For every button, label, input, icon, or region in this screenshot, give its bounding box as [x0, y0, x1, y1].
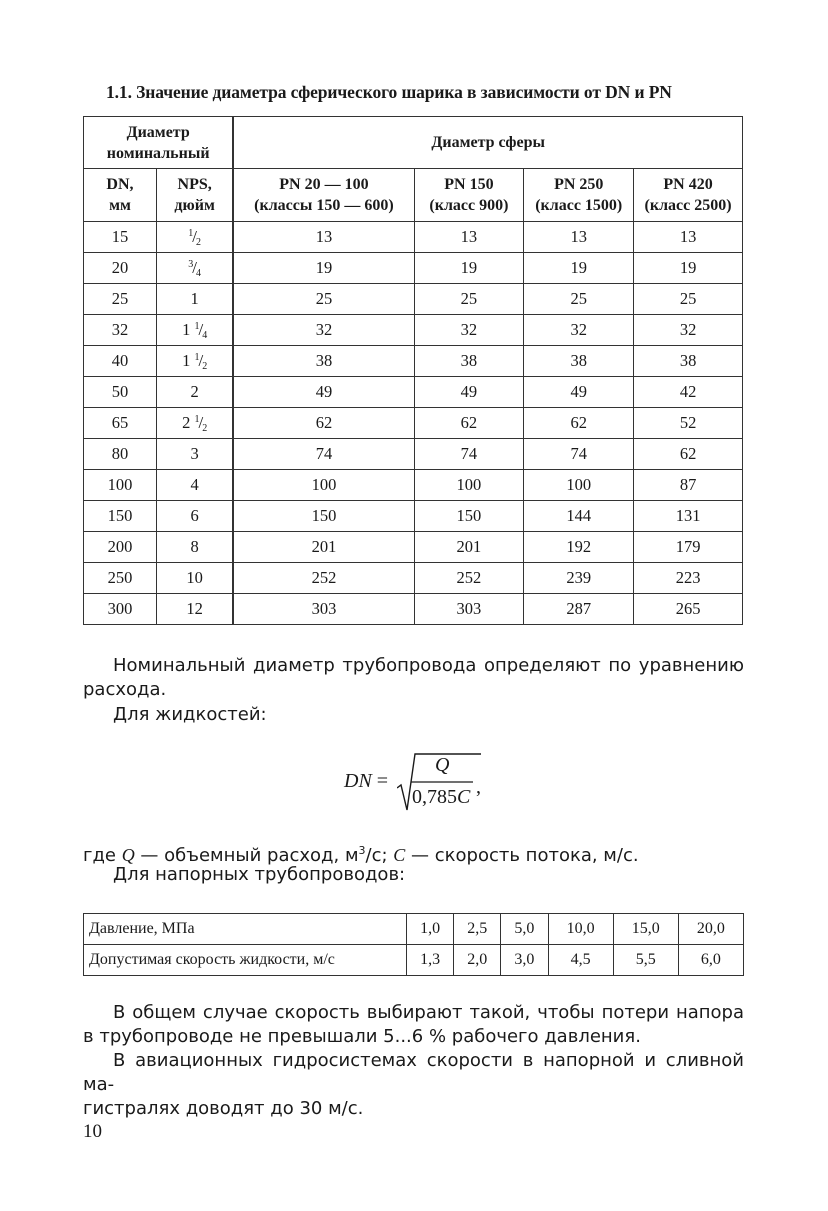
sphere-diameter-cell: 100 — [414, 470, 524, 501]
sphere-diameter-cell: 150 — [233, 501, 414, 532]
paragraph-liquids: Для жидкостей: — [113, 704, 267, 725]
formula-numerator: Q — [435, 754, 450, 776]
sphere-diameter-cell: 62 — [233, 408, 414, 439]
table-row — [84, 284, 743, 315]
table-caption: 1.1. Значение диаметра сферического шарика в зависимости от DN и PN — [106, 82, 672, 102]
sphere-diameter-cell: 25 — [524, 284, 634, 315]
table-row — [84, 222, 743, 253]
speed-value-cell: 2,0 — [454, 945, 501, 976]
nps-cell: 1 — [156, 284, 233, 315]
column-header: PN 20 — 100 (классы 150 — 600) — [233, 169, 414, 222]
sphere-diameter-cell: 49 — [233, 377, 414, 408]
dn-cell: 80 — [84, 439, 157, 470]
sphere-diameter-cell: 223 — [634, 563, 743, 594]
pressure-value-cell: 2,5 — [454, 914, 501, 945]
dn-cell: 50 — [84, 377, 157, 408]
sphere-diameter-cell: 13 — [233, 222, 414, 253]
table-row — [84, 408, 743, 439]
nps-cell: 8 — [156, 532, 233, 563]
sphere-diameter-cell: 87 — [634, 470, 743, 501]
speed-value-cell: 5,5 — [613, 945, 678, 976]
column-header: NPS, дюйм — [156, 169, 233, 222]
column-header: DN, мм — [84, 169, 157, 222]
dn-cell: 250 — [84, 563, 157, 594]
nps-cell: 10 — [156, 563, 233, 594]
table-row — [84, 439, 743, 470]
paragraph-where: где Q — объемный расход, $м^3/с$; C — скорость потока, м/с. — [83, 844, 639, 866]
nps-cell: $^3/_4$ — [156, 253, 233, 284]
nps-cell: 3 — [156, 439, 233, 470]
sphere-diameter-cell: 74 — [524, 439, 634, 470]
pressure-label: Давление, МПа — [84, 914, 407, 945]
sphere-diameter-cell: 287 — [524, 594, 634, 625]
dn-cell: 15 — [84, 222, 157, 253]
column-header: PN 420 (класс 2500) — [634, 169, 743, 222]
paragraph-nominal-diameter: Номинальный диаметр трубопровода определяют по уравнению расхода. — [83, 655, 744, 700]
table-row — [84, 914, 744, 945]
dn-cell: 300 — [84, 594, 157, 625]
sphere-diameter-cell: 62 — [524, 408, 634, 439]
dn-cell: 40 — [84, 346, 157, 377]
sphere-diameter-table — [83, 116, 743, 625]
sphere-diameter-cell: 42 — [634, 377, 743, 408]
sphere-diameter-cell: 25 — [634, 284, 743, 315]
sphere-diameter-cell: 32 — [634, 315, 743, 346]
sphere-diameter-cell: 150 — [414, 501, 524, 532]
pressure-speed-table — [83, 913, 744, 976]
pressure-value-cell: 5,0 — [501, 914, 548, 945]
table-row — [84, 501, 743, 532]
sphere-diameter-cell: 201 — [414, 532, 524, 563]
sphere-diameter-cell: 38 — [524, 346, 634, 377]
sphere-diameter-cell: 100 — [233, 470, 414, 501]
sphere-diameter-cell: 32 — [233, 315, 414, 346]
sphere-diameter-cell: 25 — [233, 284, 414, 315]
pressure-value-cell: 15,0 — [613, 914, 678, 945]
table-row — [84, 594, 743, 625]
table-row — [84, 377, 743, 408]
nps-cell: 1 $^1/_4$ — [156, 315, 233, 346]
sphere-diameter-cell: 179 — [634, 532, 743, 563]
sphere-diameter-cell: 303 — [414, 594, 524, 625]
dn-cell: 200 — [84, 532, 157, 563]
sphere-diameter-cell: 25 — [414, 284, 524, 315]
dn-cell: 25 — [84, 284, 157, 315]
sphere-diameter-cell: 265 — [634, 594, 743, 625]
table-row — [84, 470, 743, 501]
sphere-diameter-cell: 19 — [634, 253, 743, 284]
sphere-diameter-cell: 13 — [414, 222, 524, 253]
sphere-diameter-cell: 38 — [414, 346, 524, 377]
speed-value-cell: 1,3 — [407, 945, 454, 976]
pressure-value-cell: 20,0 — [678, 914, 743, 945]
table-row — [84, 253, 743, 284]
nps-cell: 4 — [156, 470, 233, 501]
table-row — [84, 945, 744, 976]
sphere-diameter-cell: 239 — [524, 563, 634, 594]
sphere-diameter-cell: 192 — [524, 532, 634, 563]
speed-value-cell: 3,0 — [501, 945, 548, 976]
page-number: 10 — [83, 1121, 102, 1142]
table-row — [84, 563, 743, 594]
header-nominal-diameter: Диаметр номинальный — [84, 117, 234, 169]
header-sphere-diameter: Диаметр сферы — [233, 117, 742, 169]
dn-cell: 100 — [84, 470, 157, 501]
formula-denominator: 0,785C — [412, 786, 471, 808]
nps-cell: 1 $^1/_2$ — [156, 346, 233, 377]
sphere-diameter-cell: 74 — [414, 439, 524, 470]
sphere-diameter-cell: 252 — [414, 563, 524, 594]
sphere-diameter-cell: 38 — [634, 346, 743, 377]
sphere-diameter-cell: 144 — [524, 501, 634, 532]
sphere-diameter-cell: 131 — [634, 501, 743, 532]
sphere-diameter-cell: 13 — [634, 222, 743, 253]
pressure-value-cell: 10,0 — [548, 914, 613, 945]
dn-cell: 65 — [84, 408, 157, 439]
sphere-diameter-cell: 49 — [524, 377, 634, 408]
pressure-value-cell: 1,0 — [407, 914, 454, 945]
dn-cell: 150 — [84, 501, 157, 532]
sphere-diameter-cell: 100 — [524, 470, 634, 501]
paragraph-general-case: В общем случае скорость выбирают такой, чтобы потери напора в трубопроводе не превышали 5...6 % рабочего давления. — [83, 1002, 744, 1047]
paragraph-aviation: В авиационных гидросистемах скорости в напорной и сливной ма- гистралях доводят до 30 м/с. — [83, 1050, 744, 1119]
dn-cell: 20 — [84, 253, 157, 284]
nps-cell: 2 — [156, 377, 233, 408]
sphere-diameter-cell: 19 — [524, 253, 634, 284]
table-row — [84, 346, 743, 377]
speed-value-cell: 6,0 — [678, 945, 743, 976]
table-row — [84, 532, 743, 563]
table-row — [84, 315, 743, 346]
sphere-diameter-cell: 52 — [634, 408, 743, 439]
sphere-diameter-cell: 74 — [233, 439, 414, 470]
sphere-diameter-cell: 32 — [414, 315, 524, 346]
column-header: PN 250 (класс 1500) — [524, 169, 634, 222]
sphere-diameter-cell: 49 — [414, 377, 524, 408]
formula-lhs: DN — [344, 770, 372, 792]
speed-value-cell: 4,5 — [548, 945, 613, 976]
sphere-diameter-cell: 19 — [233, 253, 414, 284]
sphere-diameter-cell: 62 — [414, 408, 524, 439]
sphere-diameter-cell: 13 — [524, 222, 634, 253]
sphere-diameter-cell: 201 — [233, 532, 414, 563]
sphere-diameter-cell: 32 — [524, 315, 634, 346]
nps-cell: $^1/_2$ — [156, 222, 233, 253]
sphere-diameter-cell: 38 — [233, 346, 414, 377]
speed-label: Допустимая скорость жидкости, м/с — [84, 945, 407, 976]
nps-cell: 6 — [156, 501, 233, 532]
sphere-diameter-cell: 19 — [414, 253, 524, 284]
column-header: PN 150 (класс 900) — [414, 169, 524, 222]
nps-cell: 12 — [156, 594, 233, 625]
dn-cell: 32 — [84, 315, 157, 346]
paragraph-pressure-pipelines: Для напорных трубопроводов: — [113, 864, 406, 885]
sphere-diameter-cell: 62 — [634, 439, 743, 470]
sphere-diameter-cell: 252 — [233, 563, 414, 594]
nps-cell: 2 $^1/_2$ — [156, 408, 233, 439]
sphere-diameter-cell: 303 — [233, 594, 414, 625]
